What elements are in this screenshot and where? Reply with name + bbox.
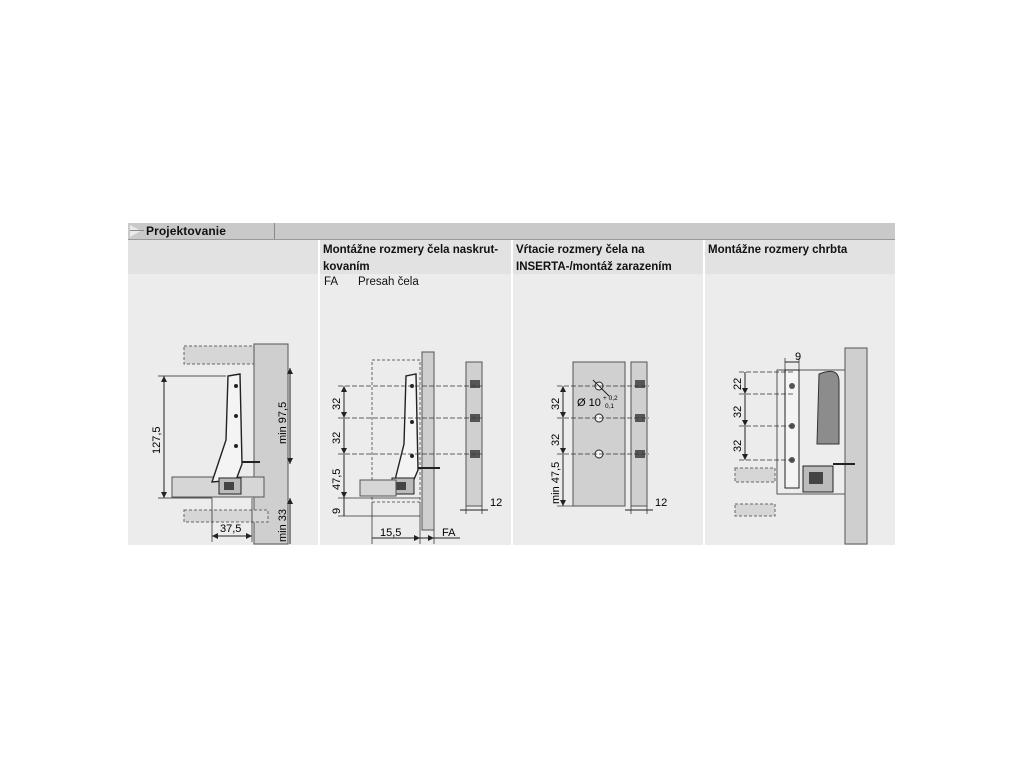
dim-h1: 15,5 [380, 527, 402, 539]
dim-h2: FA [442, 527, 456, 539]
dim-height: 127,5 [151, 426, 163, 454]
dim-v1: 32 [331, 397, 343, 410]
dim-v2: 32 [732, 405, 744, 418]
column-title: Montážne rozmery chrbta [708, 244, 848, 256]
column-drilling [513, 240, 703, 545]
dim-diameter: Ø 10 [577, 397, 601, 409]
dim-v2: 32 [550, 433, 562, 446]
dim-h1: 12 [655, 497, 668, 509]
dim-v1: 22 [732, 377, 744, 390]
arrow-icon [130, 225, 141, 237]
dim-v2: 32 [331, 431, 343, 444]
dim-v1: 32 [550, 397, 562, 410]
dim-width: 37,5 [220, 523, 242, 535]
dim-min-a: min 97,5 [277, 401, 289, 444]
dim-min-b: min 33 [277, 508, 289, 542]
column-title: Vŕtacie rozmery čela na INSERTA-/montáž zarazením [516, 244, 672, 273]
section-title: Projektovanie [146, 224, 226, 238]
column-back-mounting [705, 240, 895, 545]
space-requirement-diagram [128, 240, 318, 545]
dim-v3: 47,5 [331, 468, 343, 490]
dim-v3: 32 [732, 439, 744, 452]
column-space-requirement [128, 240, 318, 545]
legend-text: Presah čela [358, 276, 419, 288]
dim-top: 9 [795, 351, 802, 363]
drilling-diagram [513, 240, 703, 545]
back-mounting-diagram [705, 240, 895, 545]
dim-v4: 9 [331, 507, 343, 514]
section-header [128, 223, 895, 240]
arrow-stem-icon [130, 230, 144, 231]
dim-v3: min 47,5 [550, 461, 562, 504]
column-title: Montážne rozmery čela naskrut-kovaním [323, 244, 499, 273]
dim-tol-plus: + 0,2 [603, 395, 618, 402]
column-front-mounting [320, 240, 511, 545]
legend-code: FA [324, 276, 339, 288]
dim-h3: 12 [490, 497, 503, 509]
header-divider [274, 223, 275, 239]
dim-tol-minus: 0,1 [605, 403, 615, 410]
